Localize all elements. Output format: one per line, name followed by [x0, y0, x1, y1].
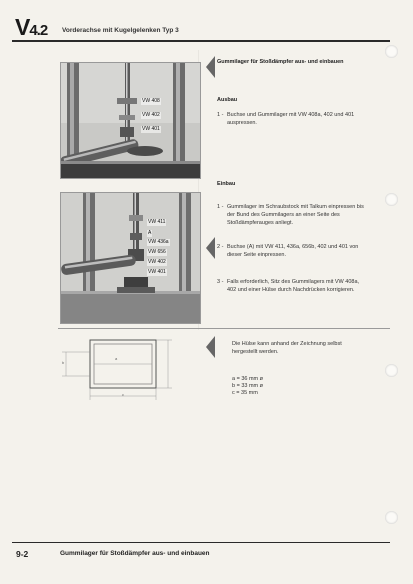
footer-title: Gummilager für Stoßdämpfer aus- und einbauen — [60, 550, 210, 557]
punch-hole-icon — [385, 193, 398, 206]
photo-installation — [60, 192, 201, 324]
page-header-title: Vorderachse mit Kugelgelenken Typ 3 — [62, 27, 179, 34]
pointer-triangle-icon — [206, 237, 215, 259]
section-divider — [58, 328, 390, 329]
dimension-label-a: a — [115, 356, 118, 361]
section-code: V4.2 — [15, 14, 48, 40]
ausbau-step-1: 1 - Buchse und Gummilager mit VW 408a, 402 und 401 auspressen. — [217, 112, 355, 126]
photo-removal — [60, 62, 201, 179]
header-rule — [12, 40, 390, 42]
dimension-label-c: c — [122, 392, 124, 397]
punch-hole-icon — [385, 364, 398, 377]
ausbau-heading: Ausbau — [217, 97, 238, 103]
section-title: Gummilager für Stoßdämpfer aus- und einbauen — [217, 59, 344, 65]
press-tool-photo-1 — [61, 63, 200, 178]
photo-label: VW 402 — [148, 259, 166, 265]
einbau-step-1: 1 - Gummilager im Schraubstock mit Talkum einpressen bis der Bund des Gummilagers an einer Seite des Stoßdämpferauges anliegt. — [217, 204, 364, 226]
page-number: 9-2 — [16, 549, 29, 559]
punch-hole-icon — [385, 511, 398, 524]
footer-rule — [12, 542, 390, 543]
photo-label: VW 402 — [142, 112, 160, 118]
spec-a: a = 36 mm ø — [232, 376, 264, 382]
photo-label: VW 401 — [148, 269, 166, 275]
photo-label: VW 656 — [148, 249, 166, 255]
einbau-step-3: 3 - Falls erforderlich, Sitz des Gummilagers mit VW 408a, 402 und einer Hülse durch Nachdrücken korrigieren. — [217, 279, 360, 293]
spec-list — [232, 376, 263, 397]
dimension-label-b: b — [62, 360, 65, 365]
photo-label: A — [148, 230, 152, 236]
spec-b: b = 33 mm ø — [232, 383, 264, 389]
sleeve-drawing — [60, 334, 190, 406]
photo-label: VW 408 — [142, 98, 160, 104]
pointer-triangle-icon — [206, 336, 215, 358]
einbau-step-2: 2 - Buchse (A) mit VW 411, 436a, 656b, 402 und 401 von dieser Seite einpressen. — [217, 244, 359, 258]
einbau-heading: Einbau — [217, 181, 236, 187]
spec-c: c = 35 mm — [232, 390, 258, 396]
punch-hole-icon — [385, 45, 398, 58]
photo-label: VW 401 — [142, 126, 160, 132]
press-tool-photo-2 — [61, 193, 200, 323]
photo-label: VW 436a — [148, 239, 169, 245]
pointer-triangle-icon — [206, 56, 215, 78]
note-text: Die Hülse kann anhand der Zeichnung selbst hergestellt werden. — [232, 341, 342, 355]
photo-label: VW 411 — [148, 219, 166, 225]
